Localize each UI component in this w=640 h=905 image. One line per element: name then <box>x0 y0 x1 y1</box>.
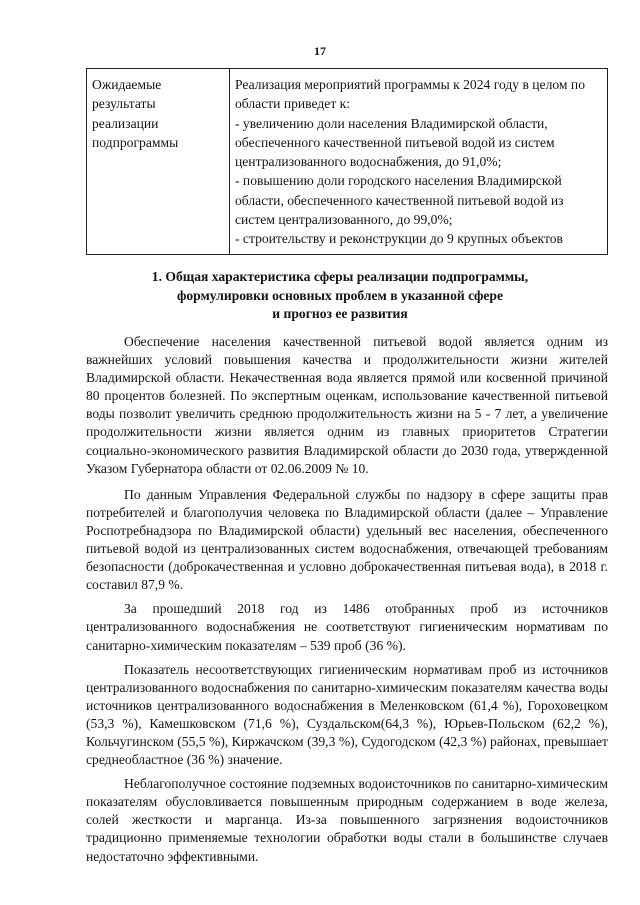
subprogram-results-table <box>86 68 608 255</box>
table-content-line: - повышению доли городского населения Владимирской области, обеспеченного качественной питьевой водой из систем централизованного, до 99,0%; <box>235 173 564 228</box>
section-heading <box>110 268 570 324</box>
table-row <box>87 69 608 255</box>
paragraph: За прошедший 2018 год из 1486 отобранных проб из источников централизованного водоснабжения не соответствуют гигиеническим нормативам по санитарно-химическим показателям – 539 проб (36 %). <box>86 601 608 653</box>
paragraph: Обеспечение населения качественной питьевой водой является одним из важнейших условий повышения качества и продолжительности жизни жителей Владимирской области. Некачественная вода является прямой или косвенной причиной 80 процентов болезней. По экспертным оценкам, использование качественной питьевой воды позволит увеличить среднюю продолжительность жизни на 5 - 7 лет, а увеличение продолжительности жизни является одним из главных приоритетов Стратегии социально-экономического развития Владимирской области до 2030 года, утвержденной Указом Губернатора области от 02.06.2009 № 10. <box>86 334 608 476</box>
paragraph: По данным Управления Федеральной службы по надзору в сфере защиты прав потребителей и благополучия человека по Владимирской области (далее – Управление Роспотребнадзора по Владимирской области) удельный вес населения, обеспеченного питьевой водой из централизованных систем водоснабжения, отвечающей требованиям безопасности (доброкачественная и условно доброкачественная питьевая вода), в 2018 г. составил 87,9 %. <box>86 486 608 593</box>
table-content-line: - строительству и реконструкции до 9 крупных объектов <box>235 231 563 247</box>
heading-line: и прогноз ее развития <box>272 306 408 321</box>
paragraph: Неблагополучное состояние подземных водоисточников по санитарно-химическим показателям обусловливается повышенным природным содержанием в воде железа, солей жесткости и марганца. Из-за повышенного загрязнения водоисточников традиционно применяемые технологии обработки воды стали в большинстве случаев недостаточно эффективными. <box>86 776 608 864</box>
heading-line: формулировки основных проблем в указанной сфере <box>176 287 504 303</box>
body-text <box>86 333 608 874</box>
table-content-line: - увеличению доли населения Владимирской области, обеспеченного качественной питьевой водой из систем централизованного водоснабжения, до 91,0%; <box>235 115 555 170</box>
table-label-cell: Ожидаемые результаты реализации подпрограммы <box>87 69 230 255</box>
heading-line: 1. Общая характеристика сферы реализации подпрограммы, <box>151 269 529 284</box>
paragraph: Показатель несоответствующих гигиеническим нормативам проб из источников централизованного водоснабжения по санитарно-химическим показателям качества воды источников централизованного водоснабжения в Меленковском (61,4 %), Гороховецком (53,3 %), Камешковском (71,6 %), Суздальском(64,3 %), Юрьев-Польском (62,2 %), Кольчугинском (55,5 %), Киржачском (39,3 %), Судогодском (42,3 %) районах, превышает среднеобластное (36 %) значение. <box>86 661 608 768</box>
table-content-cell <box>230 69 608 255</box>
page-number: 17 <box>314 44 326 58</box>
table-content-line: Реализация мероприятий программы к 2024 году в целом по области приведет к: <box>235 77 585 112</box>
